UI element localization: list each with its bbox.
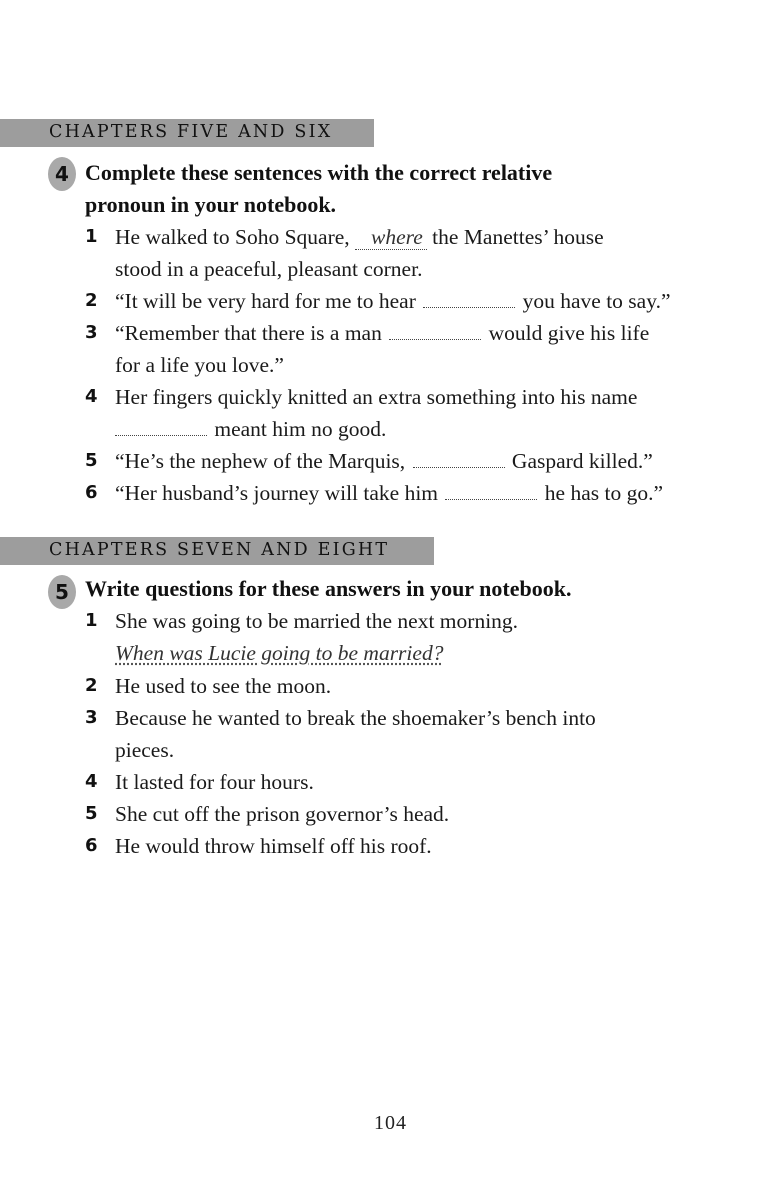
item-text [115,381,715,445]
sentence-part: he has to go.” [544,481,663,505]
section-header-chapters-five-six [0,119,374,147]
sentence-part: the Manettes’ house [432,225,604,249]
item-text [115,702,715,766]
section-title: CHAPTERS SEVEN AND EIGHT [49,540,390,560]
exercise-number-badge: 4 [48,157,76,191]
sentence-part: Gaspard killed.” [511,449,653,473]
example-answer: where [355,225,427,250]
sentence-part: Her fingers quickly knitted an extra something into his name [115,385,638,409]
item-number: 4 [85,771,98,792]
sentence-part: He walked to Soho Square, [115,225,350,249]
blank-line [413,449,505,468]
sentence-part: “Her husband’s journey will take him [115,481,439,505]
answer-text: Because he wanted to break the shoemaker’s bench into [115,706,596,730]
page-number: 104 [374,1112,407,1134]
answer-text: It lasted for four hours. [115,770,314,794]
section-header-chapters-seven-eight [0,537,434,565]
item-number: 3 [85,322,98,343]
answer-text: He used to see the moon. [115,674,332,698]
item-text [115,445,715,477]
exercise-instruction [85,573,725,605]
instruction-line: Complete these sentences with the correct relative [85,160,553,185]
sentence-part: meant him no good. [214,417,387,441]
item-number: 3 [85,707,98,728]
section-title: CHAPTERS FIVE AND SIX [49,122,333,142]
example-question: When was Lucie going to be married? [115,641,444,665]
item-number: 6 [85,482,98,503]
answer-text: He would throw himself off his roof. [115,834,432,858]
item-text [115,317,715,381]
item-text [115,221,715,285]
item-text [115,285,715,317]
item-number: 5 [85,803,98,824]
item-number: 5 [85,450,98,471]
sentence-part: “It will be very hard for me to hear [115,289,416,313]
sentence-part: “He’s the nephew of the Marquis, [115,449,406,473]
sentence-part: “Remember that there is a man [115,321,382,345]
blank-line [389,321,481,340]
blank-line [423,289,515,308]
sentence-part: for a life you love.” [115,353,284,377]
item-text [115,605,715,669]
answer-text: pieces. [115,738,175,762]
item-number: 2 [85,675,98,696]
exercise-number-badge: 5 [48,575,76,609]
blank-line [115,417,207,436]
instruction-line: Write questions for these answers in your notebook. [85,576,572,601]
answer-text: She cut off the prison governor’s head. [115,802,450,826]
item-number: 2 [85,290,98,311]
answer-text: She was going to be married the next morning. [115,609,519,633]
blank-line [445,481,537,500]
sentence-part: would give his life [488,321,650,345]
item-number: 6 [85,835,98,856]
instruction-line: pronoun in your notebook. [85,192,337,217]
item-number: 1 [85,610,98,631]
item-number: 4 [85,386,98,407]
item-text [115,477,715,509]
sentence-part: stood in a peaceful, pleasant corner. [115,257,423,281]
sentence-part: you have to say.” [522,289,671,313]
exercise-instruction [85,157,725,221]
item-number: 1 [85,226,98,247]
